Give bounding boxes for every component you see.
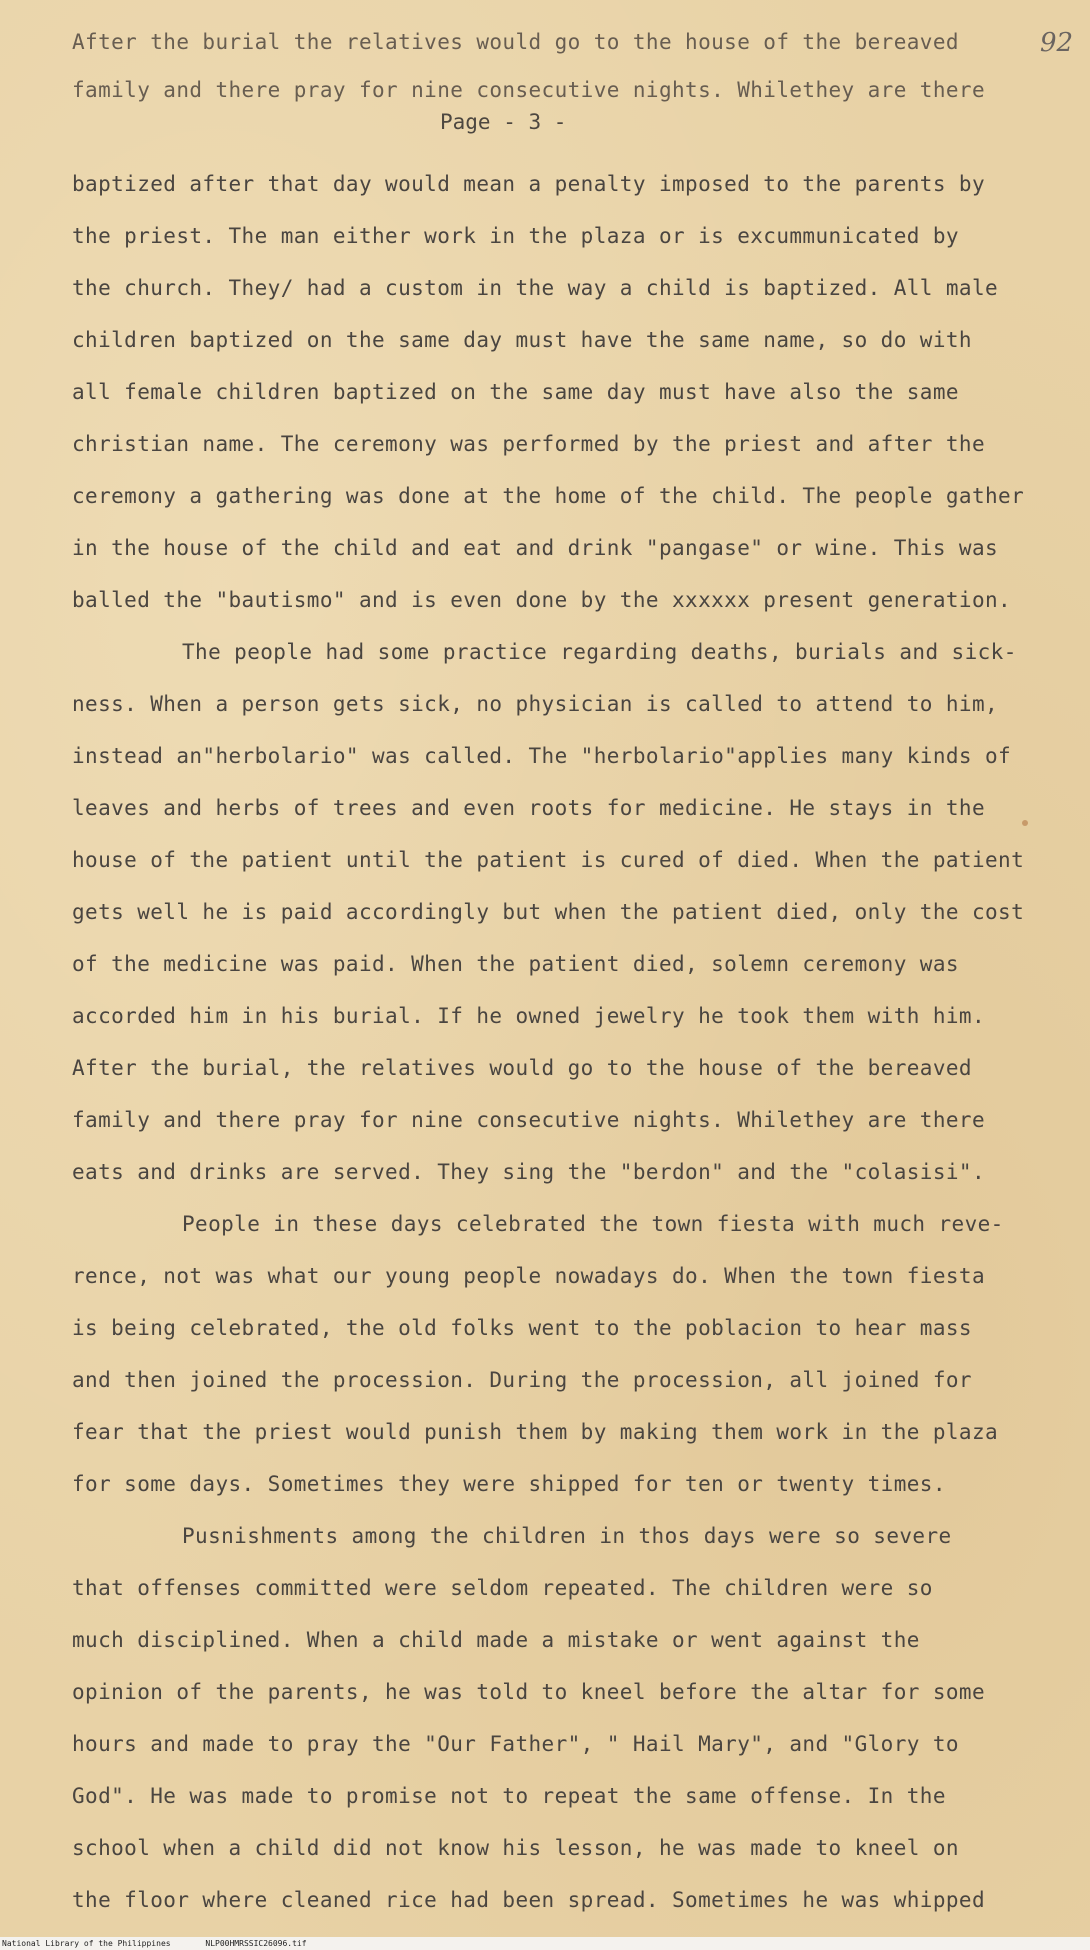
bleed-through-line-1: After the burial the relatives would go to the house of the bereaved xyxy=(72,30,959,54)
text-line: and then joined the procession. During the procession, all joined for xyxy=(72,1368,972,1392)
file-name: NLP00HMRSSIC26096.tif xyxy=(205,1939,307,1948)
bleed-through-line-2: family and there pray for nine consecutive nights. Whilethey are there xyxy=(72,78,986,102)
text-line: eats and drinks are served. They sing the "berdon" and the "colasisi". xyxy=(72,1160,986,1184)
text-line: leaves and herbs of trees and even roots for medicine. He stays in the xyxy=(72,796,986,820)
scan-footer xyxy=(0,1937,1090,1950)
text-line: that offenses committed were seldom repeated. The children were so xyxy=(72,1576,933,1600)
text-line: for some days. Sometimes they were shipped for ten or twenty times. xyxy=(72,1472,946,1496)
text-line: accorded him in his burial. If he owned jewelry he took them with him. xyxy=(72,1004,986,1028)
text-line: the floor where cleaned rice had been spread. Sometimes he was whipped xyxy=(72,1888,986,1912)
paragraph-start-line: People in these days celebrated the town fiesta with much reve- xyxy=(182,1212,1004,1236)
library-credit: National Library of the Philippines xyxy=(2,1939,171,1948)
text-line: ness. When a person gets sick, no physician is called to attend to him, xyxy=(72,692,999,716)
text-line: of the medicine was paid. When the patient died, solemn ceremony was xyxy=(72,952,959,976)
text-line: the church. They/ had a custom in the way a child is baptized. All male xyxy=(72,276,999,300)
text-line: instead an"herbolario" was called. The "herbolario"applies many kinds of xyxy=(72,744,1012,768)
text-line: house of the patient until the patient is cured of died. When the patient xyxy=(72,848,1025,872)
page-number: Page - 3 - xyxy=(440,110,567,134)
text-line: opinion of the parents, he was told to kneel before the altar for some xyxy=(72,1680,986,1704)
text-line: in the house of the child and eat and drink "pangase" or wine. This was xyxy=(72,536,999,560)
text-line: all female children baptized on the same day must have also the same xyxy=(72,380,959,404)
paragraph-start-line: The people had some practice regarding deaths, burials and sick- xyxy=(182,640,1017,664)
text-line: much disciplined. When a child made a mistake or went against the xyxy=(72,1628,920,1652)
text-line: family and there pray for nine consecutive nights. Whilethey are there xyxy=(72,1108,986,1132)
text-line: God". He was made to promise not to repeat the same offense. In the xyxy=(72,1784,946,1808)
text-line: ceremony a gathering was done at the home of the child. The people gather xyxy=(72,484,1025,508)
typed-body-text xyxy=(72,158,1072,1926)
text-line: children baptized on the same day must have the same name, so do with xyxy=(72,328,972,352)
text-line: hours and made to pray the "Our Father", " Hail Mary", and "Glory to xyxy=(72,1732,959,1756)
text-line: the priest. The man either work in the plaza or is excummunicated by xyxy=(72,224,959,248)
handwritten-page-annotation: 92 xyxy=(1040,28,1074,58)
paragraph-start-line: Pusnishments among the children in thos days were so severe xyxy=(182,1524,952,1548)
text-line: is being celebrated, the old folks went to the poblacion to hear mass xyxy=(72,1316,972,1340)
text-line: baptized after that day would mean a penalty imposed to the parents by xyxy=(72,172,986,196)
text-line: christian name. The ceremony was performed by the priest and after the xyxy=(72,432,986,456)
text-line: balled the "bautismo" and is even done by the xxxxxx present generation. xyxy=(72,588,1012,612)
text-line: After the burial, the relatives would go to the house of the bereaved xyxy=(72,1056,972,1080)
text-line: fear that the priest would punish them by making them work in the plaza xyxy=(72,1420,999,1444)
text-line: school when a child did not know his lesson, he was made to kneel on xyxy=(72,1836,959,1860)
text-line: gets well he is paid accordingly but when the patient died, only the cost xyxy=(72,900,1025,924)
text-line: rence, not was what our young people nowadays do. When the town fiesta xyxy=(72,1264,986,1288)
